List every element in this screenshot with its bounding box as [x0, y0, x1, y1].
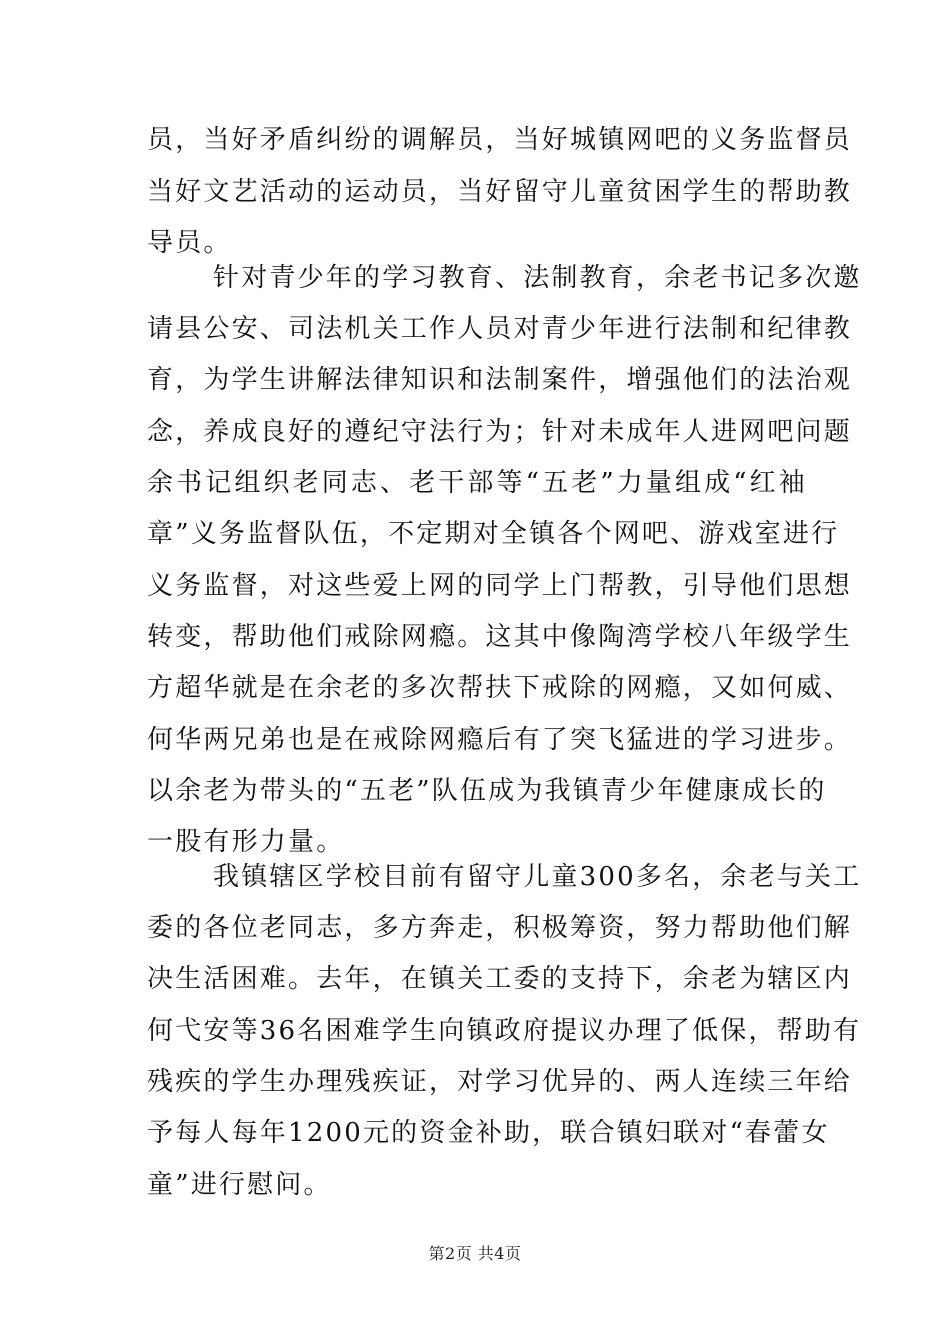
paragraph-line: 念，养成良好的遵纪守法行为；针对未成年人进网吧问题 [147, 417, 853, 447]
paragraph-line: 残疾的学生办理残疾证，对学习优异的、两人连续三年给 [147, 1067, 853, 1097]
paragraph-line: 育，为学生讲解法律知识和法制案件，增强他们的法治观 [147, 365, 853, 395]
paragraph-line: 余书记组织老同志、老干部等“五老”力量组成“红袖 [147, 468, 807, 498]
paragraph-line: 员，当好矛盾纠纷的调解员，当好城镇网吧的义务监督员 [147, 125, 853, 155]
paragraph-line: 委的各位老同志，多方奔走，积极筹资，努力帮助他们解 [147, 913, 853, 943]
paragraph-line: 予每人每年1200元的资金补助，联合镇妇联对“春蕾女 [147, 1118, 830, 1148]
paragraph-line: 童”进行慰问。 [147, 1170, 332, 1200]
paragraph-line: 导员。 [147, 228, 232, 258]
paragraph-line: 当好文艺活动的运动员，当好留守儿童贫困学生的帮助教 [147, 177, 853, 207]
paragraph-line: 转变，帮助他们戒除网瘾。这其中像陶湾学校八年级学生 [147, 622, 853, 652]
paragraph-line: 何弋安等36名困难学生向镇政府提议办理了低保，帮助有 [147, 1016, 862, 1046]
paragraph-line: 请县公安、司法机关工作人员对青少年进行法制和纪律教 [147, 314, 853, 344]
paragraph-line: 以余老为带头的“五老”队伍成为我镇青少年健康成长的 [147, 776, 827, 806]
paragraph-line: 一股有形力量。 [147, 827, 345, 857]
paragraph-line: 针对青少年的学习教育、法制教育，余老书记多次邀 [213, 263, 862, 293]
paragraph-line: 我镇辖区学校目前有留守儿童300多名，余老与关工 [213, 862, 862, 892]
paragraph-line: 章”义务监督队伍，不定期对全镇各个网吧、游戏室进行 [147, 519, 840, 549]
paragraph-line: 何华两兄弟也是在戒除网瘾后有了突飞猛进的学习进步。 [147, 725, 853, 755]
paragraph-line: 义务监督，对这些爱上网的同学上门帮教，引导他们思想 [147, 571, 853, 601]
page-footer: 第2页 共4页 [428, 1244, 522, 1263]
paragraph-line: 方超华就是在余老的多次帮扶下戒除的网瘾，又如何威、 [147, 673, 853, 703]
paragraph-line: 决生活困难。去年，在镇关工委的支持下，余老为辖区内 [147, 964, 853, 994]
